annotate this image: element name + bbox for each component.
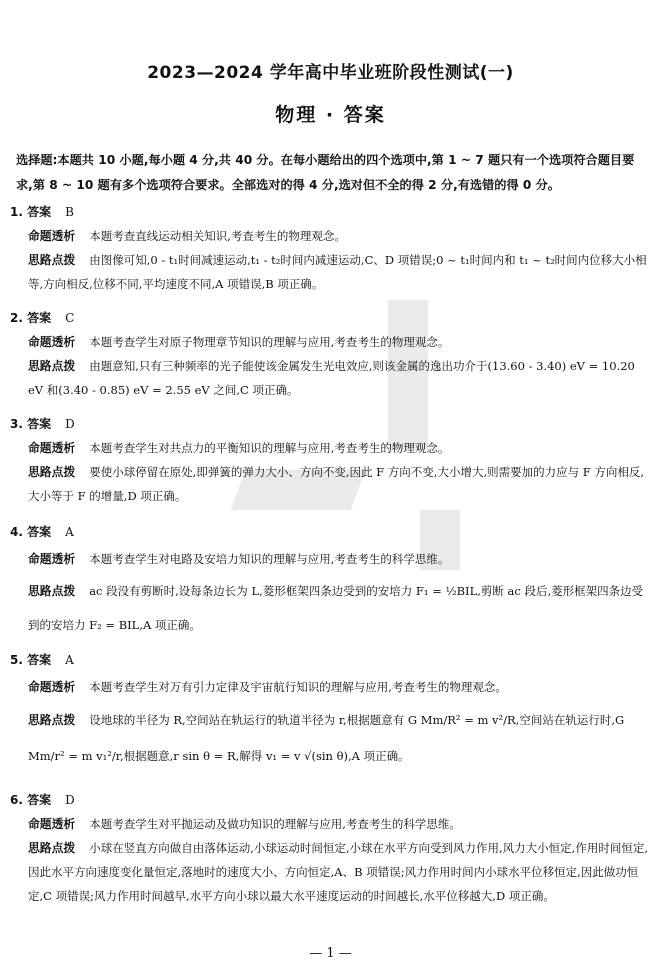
hint-label: 思路点拨 xyxy=(28,841,76,855)
analysis-text: 本题考查学生对万有引力定律及宇宙航行知识的理解与应用,考查考生的物理观念。 xyxy=(89,680,507,694)
answer-letter: A xyxy=(65,653,74,667)
analysis-label: 命题透析 xyxy=(28,229,76,243)
answer-heading: 3. 答案 xyxy=(10,417,52,431)
hint-row xyxy=(10,574,650,642)
analysis-label: 命题透析 xyxy=(28,552,76,566)
answer-line xyxy=(10,412,650,436)
hint-row xyxy=(10,836,650,908)
analysis-row xyxy=(10,436,650,460)
hint-label: 思路点拨 xyxy=(28,584,76,598)
answer-heading: 4. 答案 xyxy=(10,525,52,539)
answer-line xyxy=(10,200,650,224)
analysis-text: 本题考查学生对电路及安培力知识的理解与应用,考查考生的科学思维。 xyxy=(89,552,450,566)
hint-text: 由图像可知,0 - t₁时间减速运动,t₁ - t₂时间内减速运动,C、D 项错误;0 ~ t₁时间内和 t₁ ~ t₂时间内位移大小相等,方向相反,位移不同,平均速度不同,A 项错误,B 项正确。 xyxy=(28,253,647,291)
hint-label: 思路点拨 xyxy=(28,359,76,373)
page-title: 2023—2024 学年高中毕业班阶段性测试(一) xyxy=(147,63,514,83)
analysis-text: 本题考查学生对平抛运动及做功知识的理解与应用,考查考生的科学思维。 xyxy=(89,817,461,831)
answer-line xyxy=(10,788,650,812)
analysis-text: 本题考查直线运动相关知识,考查考生的物理观念。 xyxy=(89,229,346,243)
answer-letter: C xyxy=(65,311,75,325)
answer-letter: D xyxy=(65,793,75,807)
question-1 xyxy=(10,200,650,296)
hint-row xyxy=(10,460,650,508)
analysis-row xyxy=(10,224,650,248)
hint-row xyxy=(10,248,650,296)
answer-line xyxy=(10,648,650,672)
answer-heading: 6. 答案 xyxy=(10,793,52,807)
analysis-label: 命题透析 xyxy=(28,817,76,831)
answer-heading: 1. 答案 xyxy=(10,205,52,219)
answer-letter: A xyxy=(65,525,74,539)
analysis-label: 命题透析 xyxy=(28,441,76,455)
answer-letter: D xyxy=(65,417,75,431)
answer-heading: 5. 答案 xyxy=(10,653,52,667)
hint-text: 要使小球停留在原处,即弹簧的弹力大小、方向不变,因此 F 方向不变,大小增大,则需要加的力应与 F 方向相反,大小等于 F 的增量,D 项正确。 xyxy=(28,465,645,503)
hint-label: 思路点拨 xyxy=(28,253,76,267)
analysis-label: 命题透析 xyxy=(28,680,76,694)
analysis-text: 本题考查学生对共点力的平衡知识的理解与应用,考查考生的物理观念。 xyxy=(89,441,450,455)
question-5 xyxy=(10,648,650,774)
hint-text: 小球在竖直方向做自由落体运动,小球运动时间恒定,小球在水平方向受到风力作用,风力大小恒定,作用时间恒定,因此水平方向速度变化量恒定,落地时的速度大小、方向恒定,A、B 项错误;风力作用时间内小球水平位移恒定,因此做功恒定,C 项错误;风力作用时间越早,水平方向小球以最大水平速度运动的时间越长,水平位移越大,D 项正确。 xyxy=(28,841,648,903)
hint-label: 思路点拨 xyxy=(28,713,76,727)
answer-heading: 2. 答案 xyxy=(10,311,52,325)
answer-line xyxy=(10,306,650,330)
question-6 xyxy=(10,788,650,908)
hint-text: 由题意知,只有三种频率的光子能使该金属发生光电效应,则该金属的逸出功介于(13.60 - 3.40) eV = 10.20 eV 和(3.40 - 0.85) eV = 2.55 eV 之间,C 项正确。 xyxy=(28,359,635,397)
page-subtitle: 物理 · 答案 xyxy=(275,104,386,126)
analysis-row xyxy=(10,672,650,702)
analysis-row xyxy=(10,330,650,354)
analysis-row xyxy=(10,812,650,836)
hint-row xyxy=(10,702,650,774)
answer-letter: B xyxy=(65,205,74,219)
hint-text: 设地球的半径为 R,空间站在轨运行的轨道半径为 r,根据题意有 G Mm/R² = m v²/R,空间站在轨运行时,G Mm/r² = m v₁²/r,根据题意,r sin θ = R,解得 v₁ = v √(sin θ),A 项正确。 xyxy=(28,713,625,763)
hint-row xyxy=(10,354,650,402)
analysis-text: 本题考查学生对原子物理章节知识的理解与应用,考查考生的物理观念。 xyxy=(89,335,450,349)
hint-text: ac 段没有剪断时,设每条边长为 L,菱形框架四条边受到的安培力 F₁ = ½BIL,剪断 ac 段后,菱形框架四条边受到的安培力 F₂ = BIL,A 项正确。 xyxy=(28,584,644,632)
hint-label: 思路点拨 xyxy=(28,465,76,479)
question-4 xyxy=(10,520,650,642)
question-3 xyxy=(10,412,650,508)
analysis-label: 命题透析 xyxy=(28,335,76,349)
page-number: — 1 — xyxy=(309,946,352,961)
answer-line xyxy=(10,520,650,544)
analysis-row xyxy=(10,544,650,574)
instructions: 选择题:本题共 10 小题,每小题 4 分,共 40 分。在每小题给出的四个选项中,第 1 ~ 7 题只有一个选项符合题目要求,第 8 ~ 10 题有多个选项符合要求。全部选对的得 4 分,选对但不全的得 2 分,有选错的得 0 分。 xyxy=(16,153,635,192)
question-2 xyxy=(10,306,650,402)
